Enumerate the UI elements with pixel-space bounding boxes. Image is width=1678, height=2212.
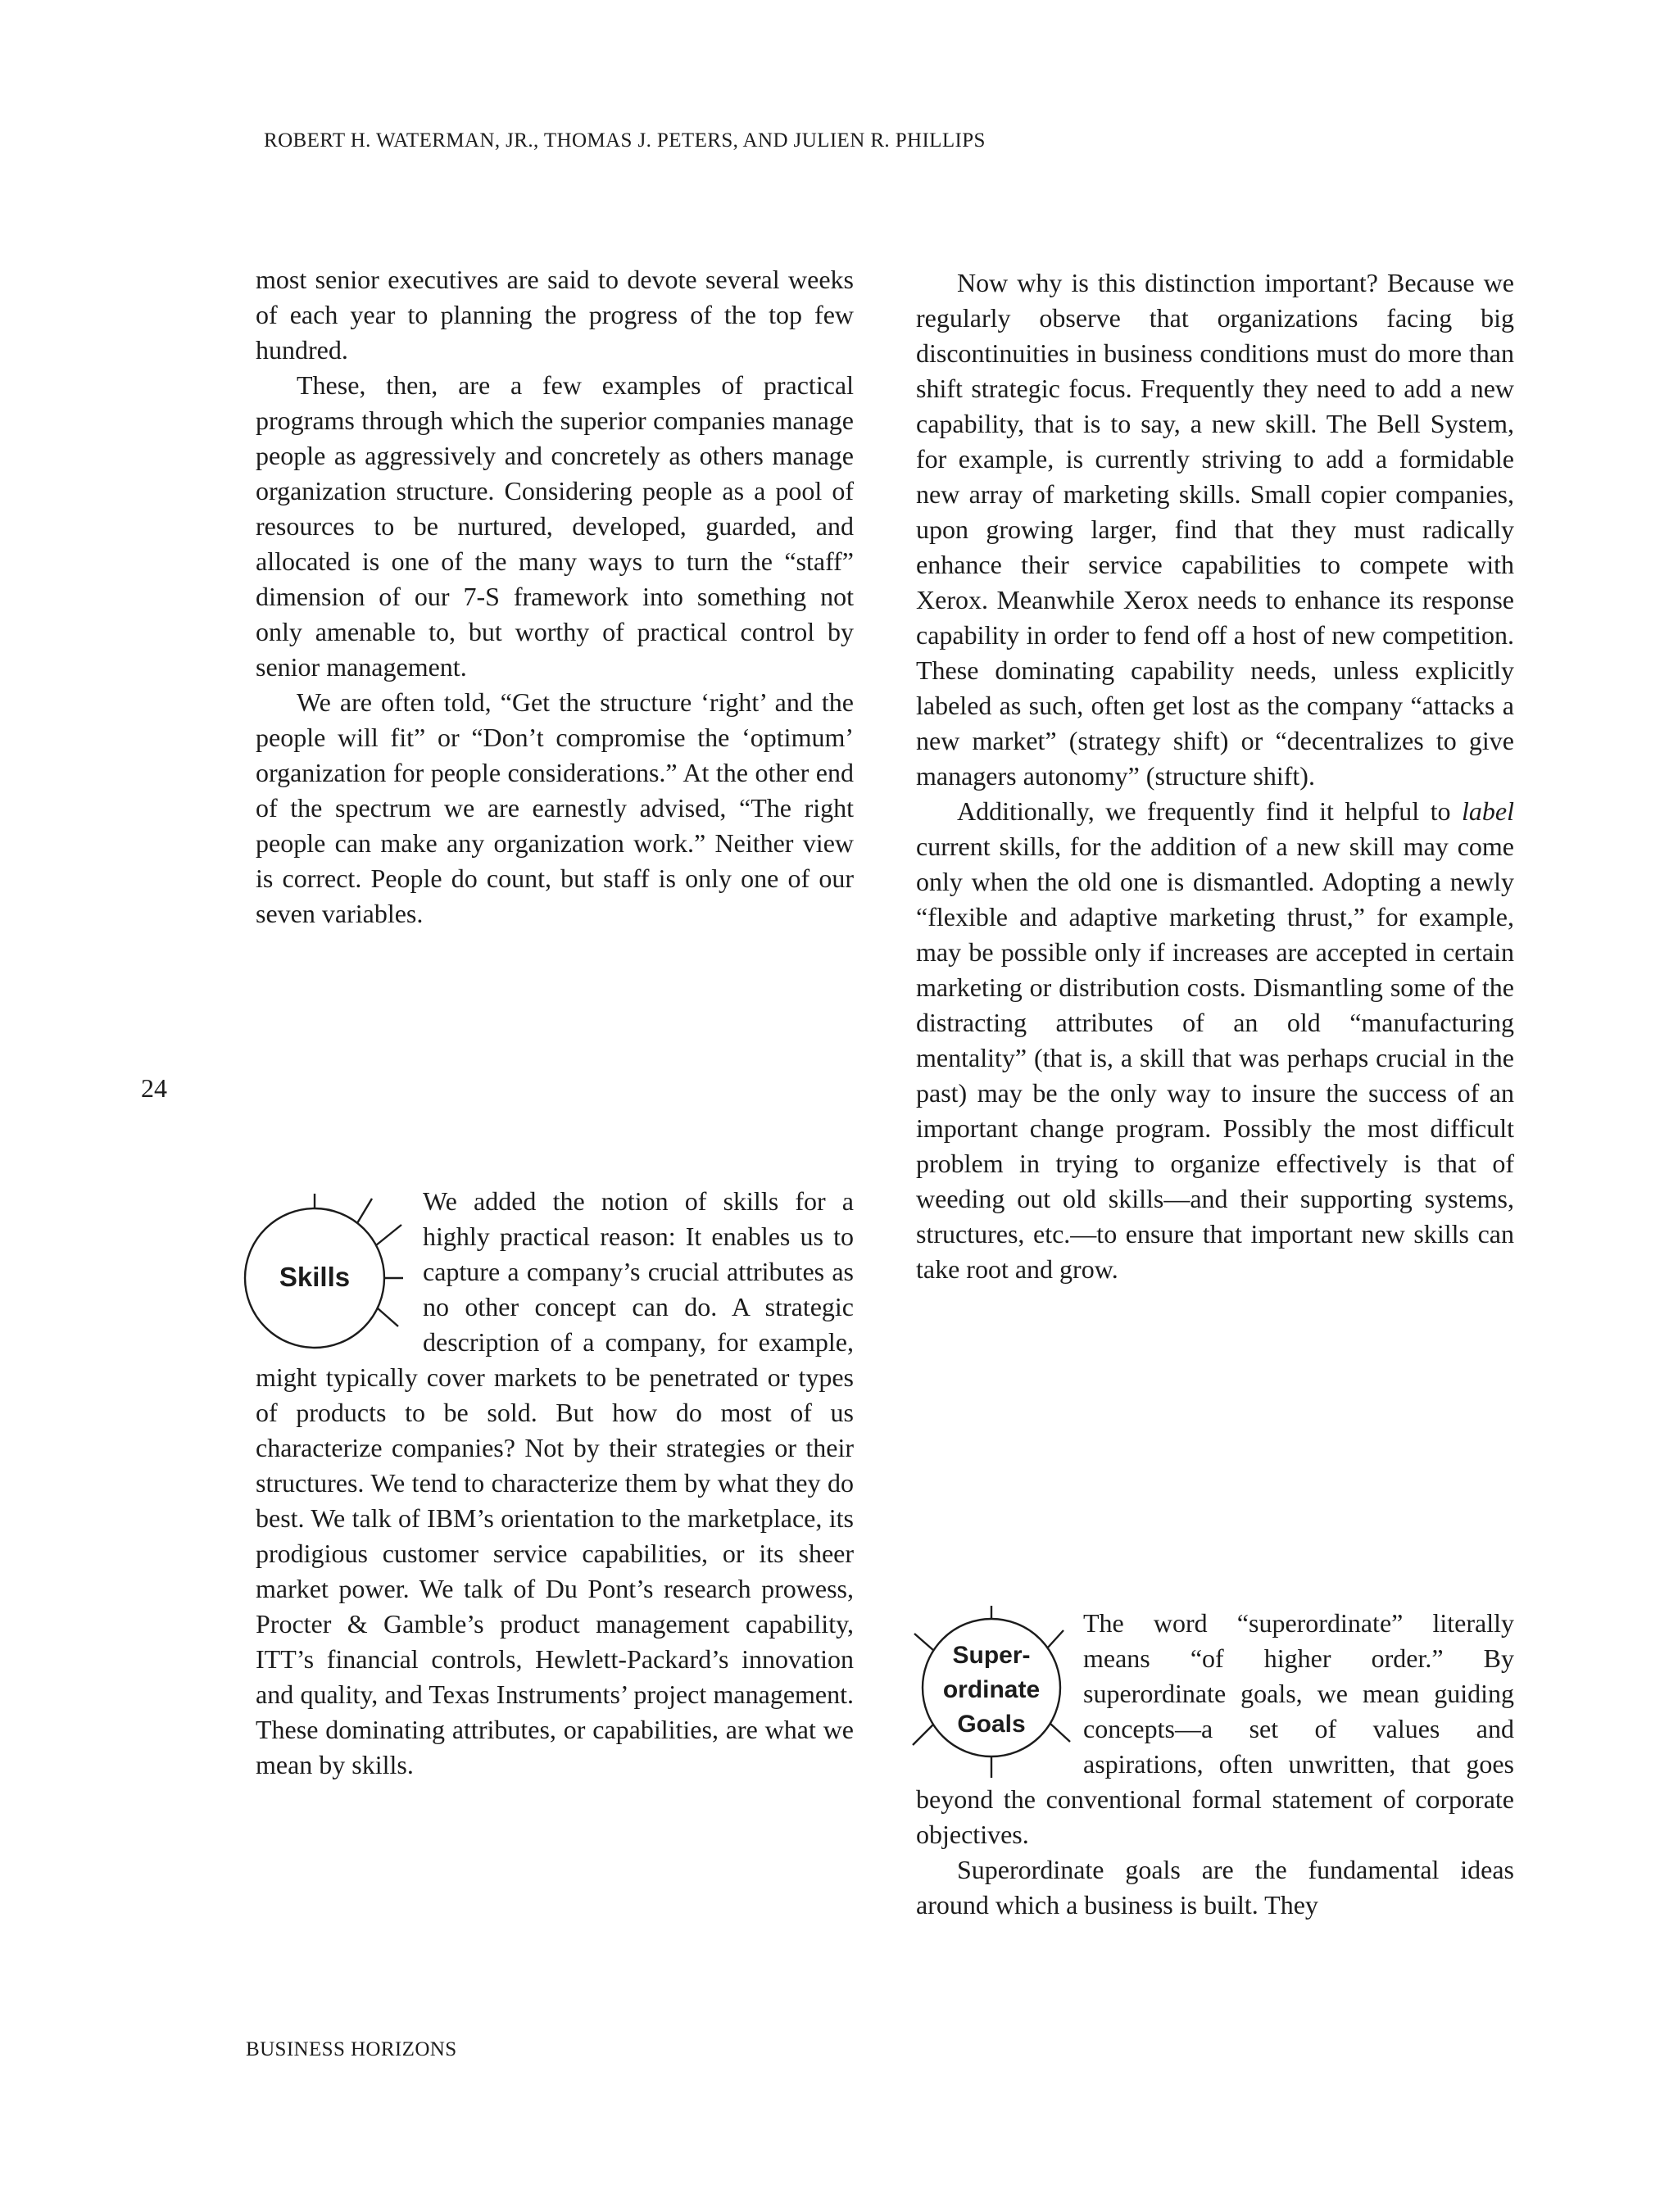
goals-paragraph-1: The word “superordinate” literally means “of higher order.” By superordinate goals, we mean guiding concepts—a set of values and aspirations, often unwritten, that goes beyond the conventional formal statement of corporate objectives. (916, 1608, 1514, 1849)
skills-label: Skills (279, 1262, 351, 1292)
left-paragraph-3: We are often told, “Get the structure ‘right’ and the people will fit” or “Don’t compromise the ‘optimum’ organization for people considerations.” At the other end of the spectrum we are earnestly advised, “The right people can make any organization work.” Neither view is correct. People do count, but staff is only one of our seven variables. (256, 687, 854, 928)
left-paragraph-2: These, then, are a few examples of practical programs through which the superior companies manage people as aggressively and concretely as others manage organization structure. Considering people as a pool of resources to be nurtured, developed, guarded, and allocated is one of the many ways to turn the “staff” dimension of our 7-S framework into something not only amenable to, but worthy of practical control by senior management. (256, 370, 854, 682)
journal-footer: BUSINESS HORIZONS (246, 2038, 457, 2060)
goals-spoke-lower-right (1050, 1724, 1070, 1742)
superordinate-goals-diagram (903, 1606, 1078, 1779)
right-paragraph-1: Now why is this distinction important? Because we regularly observe that organizations facing big discontinuities in business conditions must do more than shift strategic focus. Frequently they need to add a new capability, that is to say, a new skill. The Bell System, for example, is currently striving to add a formidable new array of marketing skills. Small copier companies, upon growing larger, find that they must radically enhance their service capabilities to compete with Xerox. Meanwhile Xerox needs to enhance its response capability in order to fend off a host of new competition. These dominating capability needs, unless explicitly labeled as such, often get lost as the company “attacks a new market” (strategy shift) or “decentralizes to give managers autonomy” (structure shift). (916, 268, 1514, 791)
right-paragraph-2-rest: current skills, for the addition of a new skill may come only when the old one is dismantled. Adopting a newly “flexible and adaptive marketing thrust,” for example, may be possible only if increases are accepted in certain marketing or distribution costs. Dismantling some of the distracting attributes of an old “manufacturing mentality” (that is, a skill that was perhaps crucial in the past) may be the only way to insure the success of an important change program. Possibly the most difficult problem in trying to organize effectively is that of weeding out old skills—and their supporting systems, structures, etc.—to ensure that important new skills can take root and grow. (916, 832, 1514, 1284)
left-paragraph-1: most senior executives are said to devote several weeks of each year to planning the progress of the top few hundred. (256, 265, 854, 365)
running-head: ROBERT H. WATERMAN, JR., THOMAS J. PETERS, AND JULIEN R. PHILLIPS (264, 129, 986, 152)
page-number: 24 (141, 1073, 167, 1103)
label-emphasis: label (1462, 796, 1514, 826)
goals-spoke-lower-left (913, 1725, 933, 1745)
skills-diagram-float (243, 1184, 416, 1356)
right-column-top (916, 265, 1514, 1287)
skills-spoke-right-high (376, 1225, 401, 1245)
goals-spoke-upper-left (914, 1634, 934, 1651)
skills-diagram (243, 1184, 416, 1356)
superordinate-goals-section (916, 1606, 1514, 1923)
skills-paragraph-1: We added the notion of skills for a highly practical reason: It enables us to capture a company’s crucial attributes as no other concept can do. A strategic description of a company, for example, might typically cover markets to be penetrated or types of products to be sold. But how do most of us characterize companies? Not by their strategies or their structures. We tend to characterize them by what they do best. We talk of IBM’s orientation to the marketplace, its prodigious customer service capabilities, or its sheer market power. We talk of Du Pont’s research prowess, Procter & Gamble’s product management capability, ITT’s financial controls, Hewlett-Packard’s innovation and quality, and Texas Instruments’ project management. These dominating attributes, or capabilities, are what we mean by skills. (256, 1186, 854, 1779)
left-column-top (256, 262, 854, 931)
goals-paragraph-2: Superordinate goals are the fundamental ideas around which a business is built. They (916, 1855, 1514, 1920)
right-paragraph-2 (916, 794, 1514, 1287)
skills-spoke-upper-right (357, 1199, 372, 1223)
right-paragraph-2-lead: Additionally, we frequently find it helpful to (957, 796, 1463, 826)
goals-label-line-1: Super- (952, 1642, 1031, 1669)
goals-spoke-upper-right (1047, 1630, 1063, 1648)
skills-spoke-right-low (378, 1308, 398, 1326)
skills-section (256, 1184, 854, 1783)
goals-label-line-3: Goals (957, 1711, 1026, 1738)
goals-diagram-float (903, 1606, 1078, 1779)
goals-label-line-2: ordinate (942, 1676, 1041, 1703)
